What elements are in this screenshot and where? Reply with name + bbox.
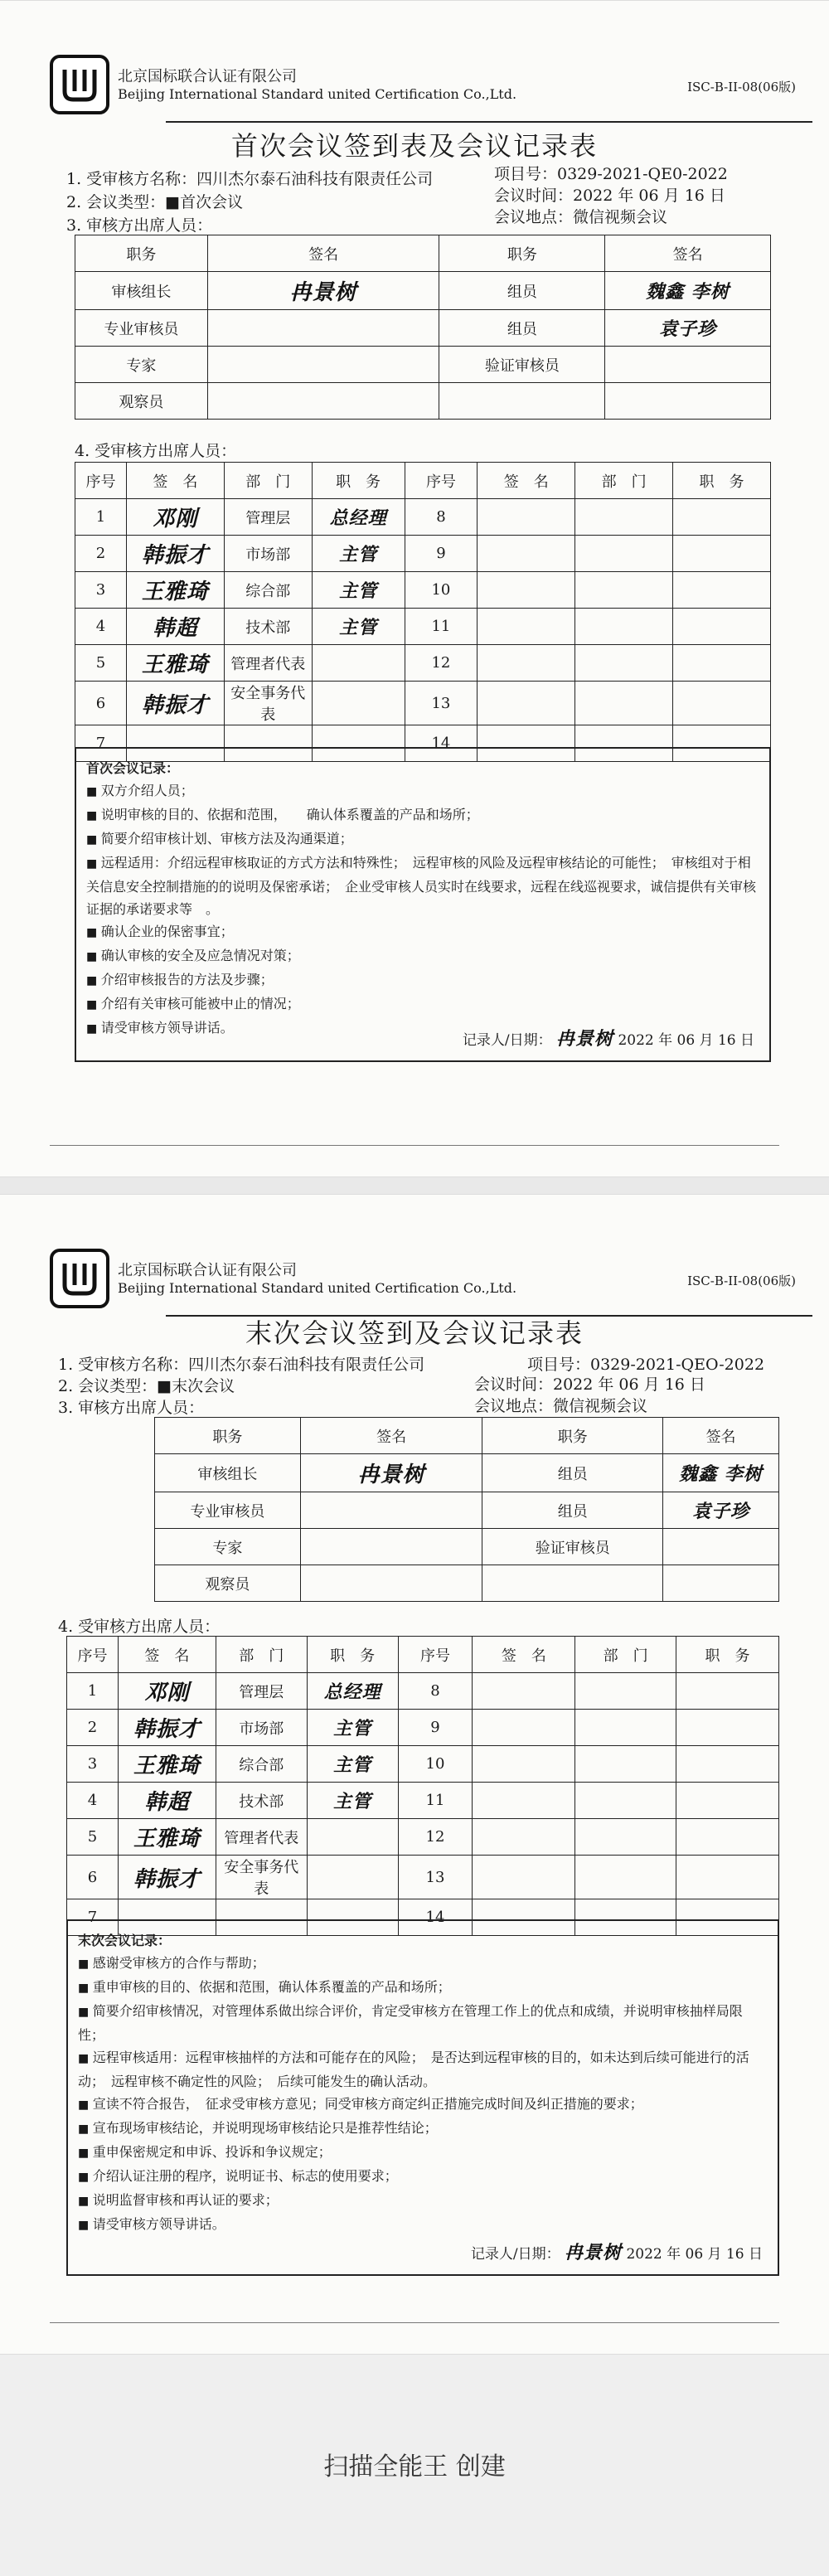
cell (482, 1565, 663, 1602)
cell (300, 1492, 482, 1529)
role-cell: 主管 (312, 572, 405, 609)
cell: 7 (75, 725, 127, 762)
table-row (75, 645, 771, 682)
col-head: 职务 (439, 235, 605, 272)
cell: 10 (398, 1746, 473, 1783)
col-head: 职 务 (312, 463, 405, 499)
company-logo-icon (50, 55, 109, 114)
col-head: 职务 (482, 1418, 663, 1454)
table-row (75, 682, 771, 725)
cell: 11 (405, 609, 478, 645)
role-cell (312, 682, 405, 725)
cell: 技术部 (216, 1783, 307, 1819)
doc-code: ISC-B-II-08(06版) (687, 80, 796, 95)
cell (673, 572, 771, 609)
cell (473, 1673, 575, 1710)
cell (478, 682, 575, 725)
col-head: 序号 (75, 463, 127, 499)
meeting-time: 会议时间：2022 年 06 月 16 日 (474, 1375, 705, 1394)
cell: 13 (405, 682, 478, 725)
record-item: ■ 重申保密规定和申诉、投诉和争议规定； (78, 2141, 768, 2165)
company-name-cn: 北京国标联合认证有限公司 (118, 68, 297, 85)
signature: 韩振才 (118, 1710, 216, 1746)
meeting-place: 会议地点：微信视频会议 (494, 208, 668, 226)
cell: 验证审核员 (482, 1529, 663, 1565)
cell (575, 1746, 676, 1783)
project-no: 项目号：0329-2021-QE0-2022 (494, 165, 728, 183)
meeting-time: 会议时间：2022 年 06 月 16 日 (494, 187, 725, 205)
cell: 管理者代表 (224, 645, 312, 682)
cell: 组员 (482, 1492, 663, 1529)
col-head: 签名 (300, 1418, 482, 1454)
cell (473, 1783, 575, 1819)
recorder-label: 记录人/日期： (462, 1032, 552, 1049)
cell: 安全事务代表 (224, 682, 312, 725)
signature: 魏鑫 李树 (663, 1454, 779, 1492)
cell (676, 1746, 779, 1783)
attendee-table (66, 1636, 779, 1936)
cell (473, 1856, 575, 1899)
cell: 专业审核员 (155, 1492, 301, 1529)
signature: 邓刚 (118, 1673, 216, 1710)
cell (473, 1746, 575, 1783)
cell (575, 1710, 676, 1746)
attendee-table (75, 462, 771, 762)
cell (605, 347, 771, 383)
record-item: ■ 远程适用：介绍远程审核取证的方式方法和特殊性； 远程审核的风险及远程审核结论的可能性； 审核组对于相关信息安全控制措施的的说明及保密承诺； 企业受审核人员实时在线要求，远程在线巡视要求，诚信提供有关审核证据的承诺要求等 。 (86, 851, 759, 920)
cell: 13 (398, 1856, 473, 1899)
recorder-line (471, 2242, 763, 2266)
table-row (67, 1783, 779, 1819)
record-item: ■ 介绍认证注册的程序，说明证书、标志的使用要求； (78, 2165, 768, 2189)
table-row (67, 1746, 779, 1783)
recorder-signature: 冉景树 (556, 1029, 614, 1050)
record-item: ■ 双方介绍人员； (86, 779, 759, 803)
role-cell: 主管 (312, 536, 405, 572)
signature: 冉景树 (207, 272, 439, 310)
signature: 王雅琦 (126, 572, 224, 609)
meeting-type: 2. 会议类型：■末次会议 (58, 1377, 235, 1395)
project-no: 项目号：0329-2021-QEO-2022 (527, 1356, 765, 1374)
cell (478, 645, 575, 682)
cell (673, 536, 771, 572)
col-head: 签 名 (478, 463, 575, 499)
scanner-footer (0, 2355, 829, 2576)
col-head: 部 门 (575, 1637, 676, 1673)
col-head: 签 名 (118, 1637, 216, 1673)
cell: 12 (398, 1819, 473, 1856)
header-rule (166, 121, 812, 123)
cell (676, 1856, 779, 1899)
cell: 8 (405, 499, 478, 536)
cell: 专业审核员 (75, 310, 208, 347)
col-head: 签名 (605, 235, 771, 272)
record-item: ■ 感谢受审核方的合作与帮助； (78, 1952, 768, 1976)
col-head: 部 门 (216, 1637, 307, 1673)
record-item: ■ 远程审核适用：远程审核抽样的方法和可能存在的风险； 是否达到远程审核的目的，如未达到后续可能进行的活动； 远程审核不确定性的风险； 后续可能发生的确认活动。 (78, 2046, 768, 2093)
cell: 14 (405, 725, 478, 762)
role-cell: 主管 (307, 1710, 398, 1746)
cell: 4 (67, 1783, 119, 1819)
cell: 组员 (439, 310, 605, 347)
auditee-line: 1. 受审核方名称：四川杰尔泰石油科技有限责任公司 (66, 170, 434, 188)
cell: 4 (75, 609, 127, 645)
col-head: 签 名 (473, 1637, 575, 1673)
meeting-record-box (66, 1919, 779, 2276)
record-item: ■ 简要介绍审核计划、审核方法及沟通渠道； (86, 827, 759, 851)
cell (207, 383, 439, 420)
record-item: ■ 介绍有关审核可能被中止的情况； (86, 992, 759, 1016)
cell: 市场部 (224, 536, 312, 572)
first-meeting-sheet (0, 0, 829, 1177)
cell (575, 1673, 676, 1710)
cell: 5 (75, 645, 127, 682)
cell: 14 (398, 1899, 473, 1936)
role-cell: 主管 (312, 609, 405, 645)
attendee-section-title: 4. 受审核方出席人员： (75, 442, 237, 460)
col-head: 职务 (75, 235, 208, 272)
record-item: ■ 确认审核的安全及应急情况对策； (86, 944, 759, 968)
page-title: 末次会议签到及会议记录表 (245, 1317, 584, 1349)
cell: 验证审核员 (439, 347, 605, 383)
table-row (67, 1856, 779, 1899)
cell (673, 682, 771, 725)
attendee-section-title: 4. 受审核方出席人员： (58, 1618, 221, 1636)
record-item: ■ 说明监督审核和再认证的要求； (78, 2189, 768, 2213)
meeting-type: 2. 会议类型：■首次会议 (66, 193, 244, 211)
col-head: 职 务 (676, 1637, 779, 1673)
cell: 观察员 (155, 1565, 301, 1602)
col-head: 序号 (398, 1637, 473, 1673)
cell: 管理层 (216, 1673, 307, 1710)
signature: 袁子珍 (605, 310, 771, 347)
record-item: ■ 重申审核的目的、依据和范围，确认体系覆盖的产品和场所； (78, 1976, 768, 2000)
role-cell (307, 1819, 398, 1856)
table-row (75, 499, 771, 536)
record-heading: 末次会议记录： (78, 1933, 172, 1948)
cell (478, 609, 575, 645)
cell (473, 1710, 575, 1746)
role-cell: 总经理 (307, 1673, 398, 1710)
cell: 5 (67, 1819, 119, 1856)
company-name-cn: 北京国标联合认证有限公司 (118, 1262, 297, 1279)
cell: 1 (75, 499, 127, 536)
cell (439, 383, 605, 420)
col-head: 部 门 (224, 463, 312, 499)
cell: 7 (67, 1899, 119, 1936)
signature: 邓刚 (126, 499, 224, 536)
record-heading: 首次会议记录： (86, 760, 180, 776)
company-name-en: Beijing International Standard united Certification Co.,Ltd. (118, 1280, 517, 1296)
cell: 审核组长 (155, 1454, 301, 1492)
cell: 9 (398, 1710, 473, 1746)
cell: 8 (398, 1673, 473, 1710)
record-item: ■ 请受审核方领导讲话。 (78, 2213, 768, 2237)
cell: 管理层 (224, 499, 312, 536)
meeting-record-box (75, 747, 771, 1062)
cell: 技术部 (224, 609, 312, 645)
record-list (78, 1952, 768, 2237)
cell: 安全事务代表 (216, 1856, 307, 1899)
table-row (75, 572, 771, 609)
signature: 王雅琦 (126, 645, 224, 682)
auditor-table (154, 1417, 779, 1602)
col-head: 签 名 (126, 463, 224, 499)
cell (663, 1565, 779, 1602)
record-item: ■ 宣布现场审核结论，并说明现场审核结论只是推荐性结论； (78, 2117, 768, 2141)
cell: 专家 (155, 1529, 301, 1565)
cell: 3 (75, 572, 127, 609)
cell: 9 (405, 536, 478, 572)
divider (50, 1145, 779, 1146)
page-title: 首次会议签到表及会议记录表 (230, 130, 598, 162)
cell (676, 1673, 779, 1710)
cell: 市场部 (216, 1710, 307, 1746)
cell: 12 (405, 645, 478, 682)
cell: 6 (75, 682, 127, 725)
cell (575, 1783, 676, 1819)
cell: 6 (67, 1856, 119, 1899)
col-head: 签名 (207, 235, 439, 272)
record-item: ■ 确认企业的保密事宜； (86, 920, 759, 944)
cell: 11 (398, 1783, 473, 1819)
signature: 韩超 (126, 609, 224, 645)
cell (575, 682, 673, 725)
role-cell (312, 645, 405, 682)
col-head: 序号 (67, 1637, 119, 1673)
signature: 袁子珍 (663, 1492, 779, 1529)
recorder-date: 2022 年 06 月 16 日 (626, 2246, 763, 2263)
cell (478, 499, 575, 536)
cell (663, 1529, 779, 1565)
table-row (67, 1710, 779, 1746)
doc-code: ISC-B-II-08(06版) (687, 1273, 796, 1288)
cell: 管理者代表 (216, 1819, 307, 1856)
cell: 专家 (75, 347, 208, 383)
cell (473, 1819, 575, 1856)
cell: 组员 (482, 1454, 663, 1492)
col-head: 职务 (155, 1418, 301, 1454)
auditor-table (75, 235, 771, 420)
cell (575, 499, 673, 536)
cell (673, 609, 771, 645)
signature: 韩振才 (126, 536, 224, 572)
signature: 韩超 (118, 1783, 216, 1819)
cell (478, 572, 575, 609)
divider (50, 2322, 779, 2323)
company-logo-icon (50, 1249, 109, 1308)
cell (207, 347, 439, 383)
cell (300, 1565, 482, 1602)
signature: 韩振才 (118, 1856, 216, 1899)
record-item: ■ 说明审核的目的、依据和范围， 确认体系覆盖的产品和场所； (86, 803, 759, 827)
cell: 组员 (439, 272, 605, 310)
table-row (67, 1673, 779, 1710)
recorder-line (463, 1028, 754, 1052)
cell: 观察员 (75, 383, 208, 420)
cell (676, 1710, 779, 1746)
table-row (75, 609, 771, 645)
cell (300, 1529, 482, 1565)
auditee-line: 1. 受审核方名称：四川杰尔泰石油科技有限责任公司 (58, 1356, 425, 1374)
auditor-section-title: 3. 审核方出席人员： (66, 216, 213, 235)
record-item: ■ 介绍审核报告的方法及步骤； (86, 968, 759, 992)
col-head: 序号 (405, 463, 478, 499)
role-cell: 主管 (307, 1783, 398, 1819)
cell: 10 (405, 572, 478, 609)
cell (676, 1783, 779, 1819)
record-item: ■ 宣读不符合报告， 征求受审核方意见；同受审核方商定纠正措施完成时间及纠正措施的要求； (78, 2093, 768, 2117)
cell (676, 1819, 779, 1856)
col-head: 部 门 (575, 463, 673, 499)
recorder-date: 2022 年 06 月 16 日 (618, 1032, 754, 1049)
record-item: ■ 简要介绍审核情况，对管理体系做出综合评价，肯定受审核方在管理工作上的优点和成绩，并说明审核抽样局限性； (78, 2000, 768, 2046)
signature: 王雅琦 (118, 1746, 216, 1783)
scanner-watermark: 扫描全能王 创建 (323, 2452, 506, 2481)
cell (673, 499, 771, 536)
cell (673, 645, 771, 682)
cell: 综合部 (216, 1746, 307, 1783)
table-row (75, 536, 771, 572)
final-meeting-sheet (0, 1194, 829, 2355)
role-cell: 总经理 (312, 499, 405, 536)
role-cell: 主管 (307, 1746, 398, 1783)
meeting-place: 会议地点：微信视频会议 (474, 1397, 648, 1415)
cell: 综合部 (224, 572, 312, 609)
cell (575, 609, 673, 645)
signature: 韩振才 (126, 682, 224, 725)
cell: 1 (67, 1673, 119, 1710)
cell (207, 310, 439, 347)
col-head: 签名 (663, 1418, 779, 1454)
cell (575, 645, 673, 682)
recorder-label: 记录人/日期： (470, 2246, 560, 2263)
cell: 审核组长 (75, 272, 208, 310)
col-head: 职 务 (673, 463, 771, 499)
cell (575, 572, 673, 609)
cell (605, 383, 771, 420)
signature: 冉景树 (300, 1454, 482, 1492)
cell (575, 1819, 676, 1856)
col-head: 职 务 (307, 1637, 398, 1673)
cell: 2 (67, 1710, 119, 1746)
role-cell (307, 1856, 398, 1899)
letterhead (50, 55, 796, 129)
cell: 3 (67, 1746, 119, 1783)
cell (575, 1856, 676, 1899)
company-name-en: Beijing International Standard united Certification Co.,Ltd. (118, 86, 517, 102)
record-item: ■ 请受审核方领导讲话。 (86, 1016, 759, 1041)
signature: 魏鑫 李树 (605, 272, 771, 310)
recorder-signature: 冉景树 (565, 2243, 623, 2263)
cell (478, 536, 575, 572)
signature: 王雅琦 (118, 1819, 216, 1856)
auditor-section-title: 3. 审核方出席人员： (58, 1399, 205, 1417)
cell (575, 536, 673, 572)
cell: 2 (75, 536, 127, 572)
table-row (67, 1819, 779, 1856)
record-list (86, 779, 759, 1041)
